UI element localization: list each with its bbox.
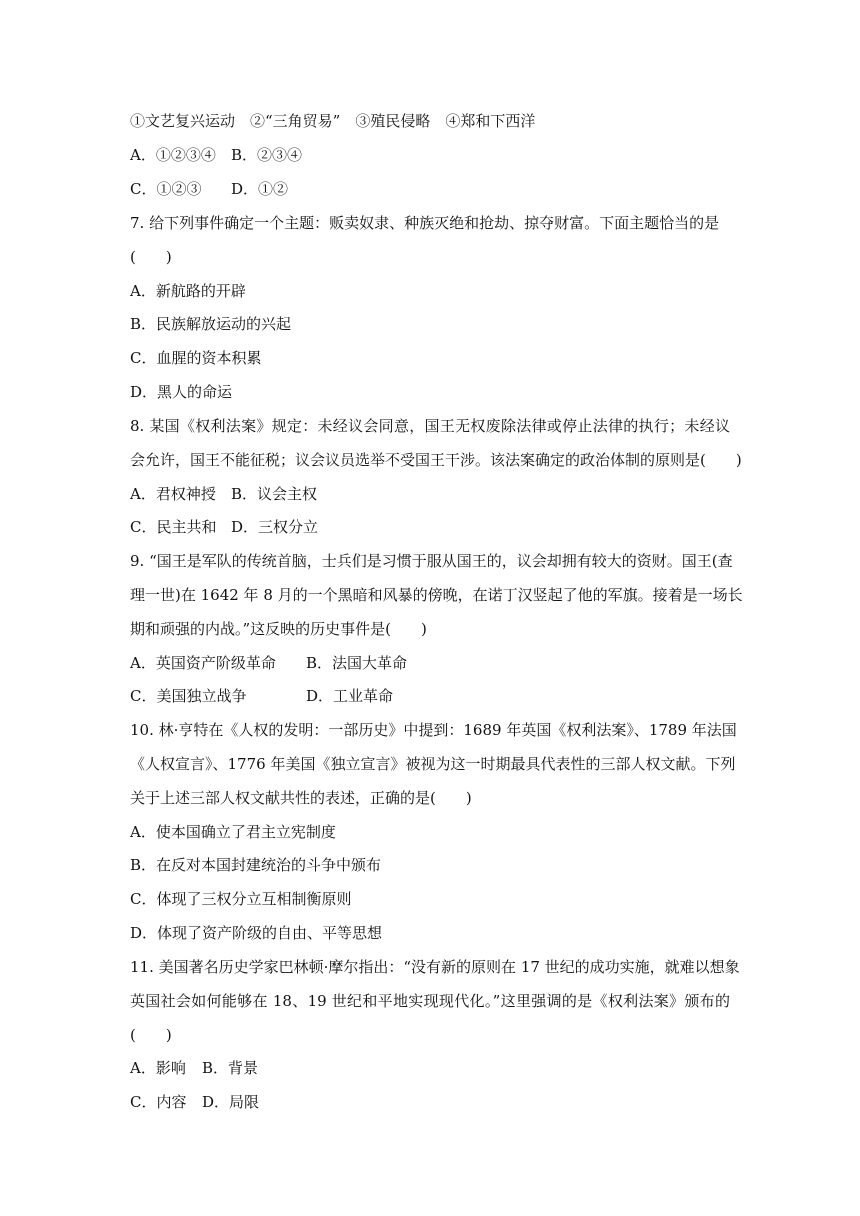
q6-options-row-1 <box>130 145 302 165</box>
q11-stem-line-3: ( ) <box>130 1026 172 1044</box>
q8-option-b: B．议会主权 <box>231 485 318 503</box>
q10-option-a: A．使本国确立了君主立宪制度 <box>130 823 336 841</box>
q7-stem-line-1: 7. 给下列事件确定一个主题：贩卖奴隶、种族灭绝和抢劫、掠夺财富。下面主题恰当的是 <box>130 214 720 232</box>
q10-stem-line-1: 10. 林·亨特在《人权的发明：一部历史》中提到：1689 年英国《权利法案》、1789 年法国 <box>130 721 737 739</box>
q8-stem-line-2: 会允许，国王不能征税；议会议员选举不受国王干涉。该法案确定的政治体制的原则是( ) <box>130 451 742 469</box>
q6-option-b: B．②③④ <box>231 146 303 164</box>
q11-stem-line-1: 11. 美国著名历史学家巴林顿·摩尔指出：“没有新的原则在 17 世纪的成功实施，就难以想象 <box>130 958 740 976</box>
q9-option-a: A．英国资产阶级革命 <box>130 654 276 672</box>
q7-stem-line-2: ( ) <box>130 248 172 266</box>
q11-stem-line-2: 英国社会如何能够在 18、19 世纪和平地实现现代化。”这里强调的是《权利法案》颁布的 <box>130 992 730 1010</box>
q9-option-c: C．美国独立战争 <box>130 687 247 705</box>
q10-stem-line-3: 关于上述三部人权文献共性的表述，正确的是( ) <box>130 789 472 807</box>
q11-options-row-2 <box>130 1092 259 1112</box>
q10-option-c: C．体现了三权分立互相制衡原则 <box>130 890 352 908</box>
q8-option-a: A．君权神授 <box>130 485 216 503</box>
q7-option-d: D．黑人的命运 <box>130 383 233 401</box>
q8-stem-line-1: 8. 某国《权利法案》规定：未经议会同意，国王无权废除法律或停止法律的执行；未经议 <box>130 417 730 435</box>
q7-option-a: A．新航路的开辟 <box>130 282 246 300</box>
q9-options-row-1 <box>130 653 407 673</box>
q9-stem-line-3: 期和顽强的内战。”这反映的历史事件是( ) <box>130 620 427 638</box>
q6-option-a: A．①②③④ <box>130 146 216 164</box>
q10-option-d: D．体现了资产阶级的自由、平等思想 <box>130 924 383 942</box>
q11-options-row-1 <box>130 1058 258 1078</box>
q11-option-b: B．背景 <box>202 1059 259 1077</box>
q11-option-c: C．内容 <box>130 1093 187 1111</box>
q9-stem-line-2: 理一世)在 1642 年 8 月的一个黑暗和风暴的傍晚，在诺丁汉竖起了他的军旗。接着是一场长 <box>130 586 743 604</box>
q10-stem-line-2: 《人权宣言》、1776 年美国《独立宣言》被视为这一时期最具代表性的三部人权文献。下列 <box>130 755 736 773</box>
q7-option-c: C．血腥的资本积累 <box>130 349 262 367</box>
q11-option-a: A．影响 <box>130 1059 186 1077</box>
q8-option-c: C．民主共和 <box>130 518 217 536</box>
q9-option-b: B．法国大革命 <box>306 654 408 672</box>
q11-option-d: D．局限 <box>202 1093 260 1111</box>
q6-option-d: D．①② <box>231 180 289 198</box>
q9-option-d: D．工业革命 <box>306 687 394 705</box>
q6-options-row-2 <box>130 179 288 199</box>
q10-option-b: B．在反对本国封建统治的斗争中颁布 <box>130 856 382 874</box>
q8-option-d: D．三权分立 <box>231 518 319 536</box>
q8-options-row-1 <box>130 484 317 504</box>
q6-items: ①文艺复兴运动 ②“三角贸易” ③殖民侵略 ④郑和下西洋 <box>130 112 536 130</box>
q7-option-b: B．民族解放运动的兴起 <box>130 315 292 333</box>
q6-option-c: C．①②③ <box>130 180 202 198</box>
q9-options-row-2 <box>130 686 393 706</box>
q9-stem-line-1: 9. “国王是军队的传统首脑，士兵们是习惯于服从国王的，议会却拥有较大的资财。国王(查 <box>130 552 733 570</box>
q8-options-row-2 <box>130 517 318 537</box>
